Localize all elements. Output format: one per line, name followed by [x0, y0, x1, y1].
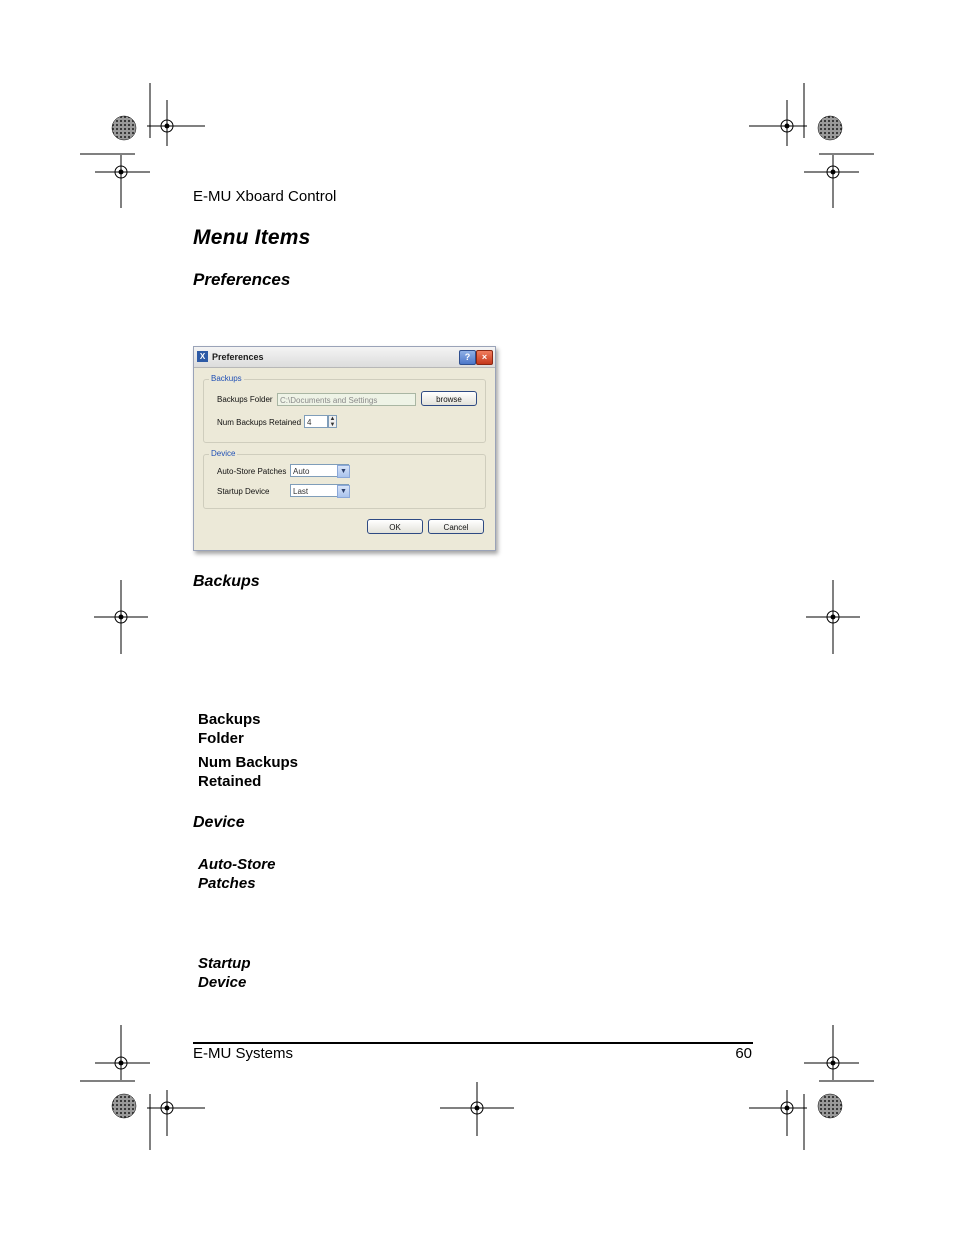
- registration-mark-mid-left: [94, 580, 148, 654]
- backups-group-legend: Backups: [211, 374, 242, 383]
- term-line: Patches: [198, 875, 256, 892]
- backups-group: [203, 379, 486, 443]
- term-autostore-patches: [198, 855, 276, 893]
- xboard-app-icon: X: [197, 351, 208, 362]
- registration-mark-bottom-right: [749, 1025, 874, 1150]
- close-icon[interactable]: ×: [476, 350, 493, 365]
- term-startup-device: [198, 954, 251, 992]
- term-line: Auto-Store: [198, 856, 276, 873]
- heading-menu-items: Menu Items: [193, 226, 311, 249]
- autostore-label: Auto-Store Patches: [217, 467, 287, 476]
- help-icon[interactable]: ?: [459, 350, 476, 365]
- term-line: Folder: [198, 730, 244, 747]
- ok-button[interactable]: OK: [367, 519, 423, 534]
- page-number: 60: [735, 1045, 752, 1062]
- num-backups-label: Num Backups Retained: [217, 418, 302, 427]
- browse-button[interactable]: browse: [421, 391, 477, 406]
- registration-mark-mid-right: [806, 580, 860, 654]
- term-line: Num Backups: [198, 754, 299, 771]
- autostore-select[interactable]: Auto: [290, 464, 349, 477]
- startup-device-label: Startup Device: [217, 487, 270, 496]
- heading-backups: Backups: [193, 573, 260, 590]
- preferences-dialog: [193, 346, 496, 551]
- term-line: Retained: [198, 773, 262, 790]
- term-line: Startup: [198, 955, 251, 972]
- term-line: Device: [198, 974, 247, 991]
- registration-mark-top-right: [749, 83, 874, 208]
- device-group-legend: Device: [211, 449, 236, 458]
- dialog-titlebar[interactable]: [194, 347, 495, 368]
- num-backups-input[interactable]: 4: [304, 415, 328, 428]
- startup-device-select[interactable]: Last: [290, 484, 349, 497]
- device-group: [203, 454, 486, 509]
- backups-folder-label: Backups Folder: [217, 395, 273, 404]
- heading-preferences: Preferences: [193, 270, 291, 289]
- footer-rule: [193, 1042, 753, 1044]
- backups-folder-input[interactable]: C:\Documents and Settings: [277, 393, 416, 406]
- registration-mark-top-left: [80, 83, 205, 208]
- registration-mark-bottom-center: [440, 1082, 514, 1136]
- dialog-title: Preferences: [212, 352, 264, 362]
- chevron-down-icon[interactable]: ▼: [337, 465, 350, 478]
- footer-company: E-MU Systems: [193, 1045, 294, 1062]
- registration-mark-bottom-left: [80, 1025, 205, 1150]
- heading-device: Device: [193, 814, 245, 831]
- num-backups-spinner[interactable]: ▲ ▼: [329, 416, 336, 428]
- term-line: Backups: [198, 711, 261, 728]
- chevron-down-icon[interactable]: ▼: [337, 485, 350, 498]
- term-backups-folder: [198, 710, 261, 748]
- cancel-button[interactable]: Cancel: [428, 519, 484, 534]
- running-header: E-MU Xboard Control: [193, 188, 337, 205]
- term-num-backups: [198, 753, 298, 791]
